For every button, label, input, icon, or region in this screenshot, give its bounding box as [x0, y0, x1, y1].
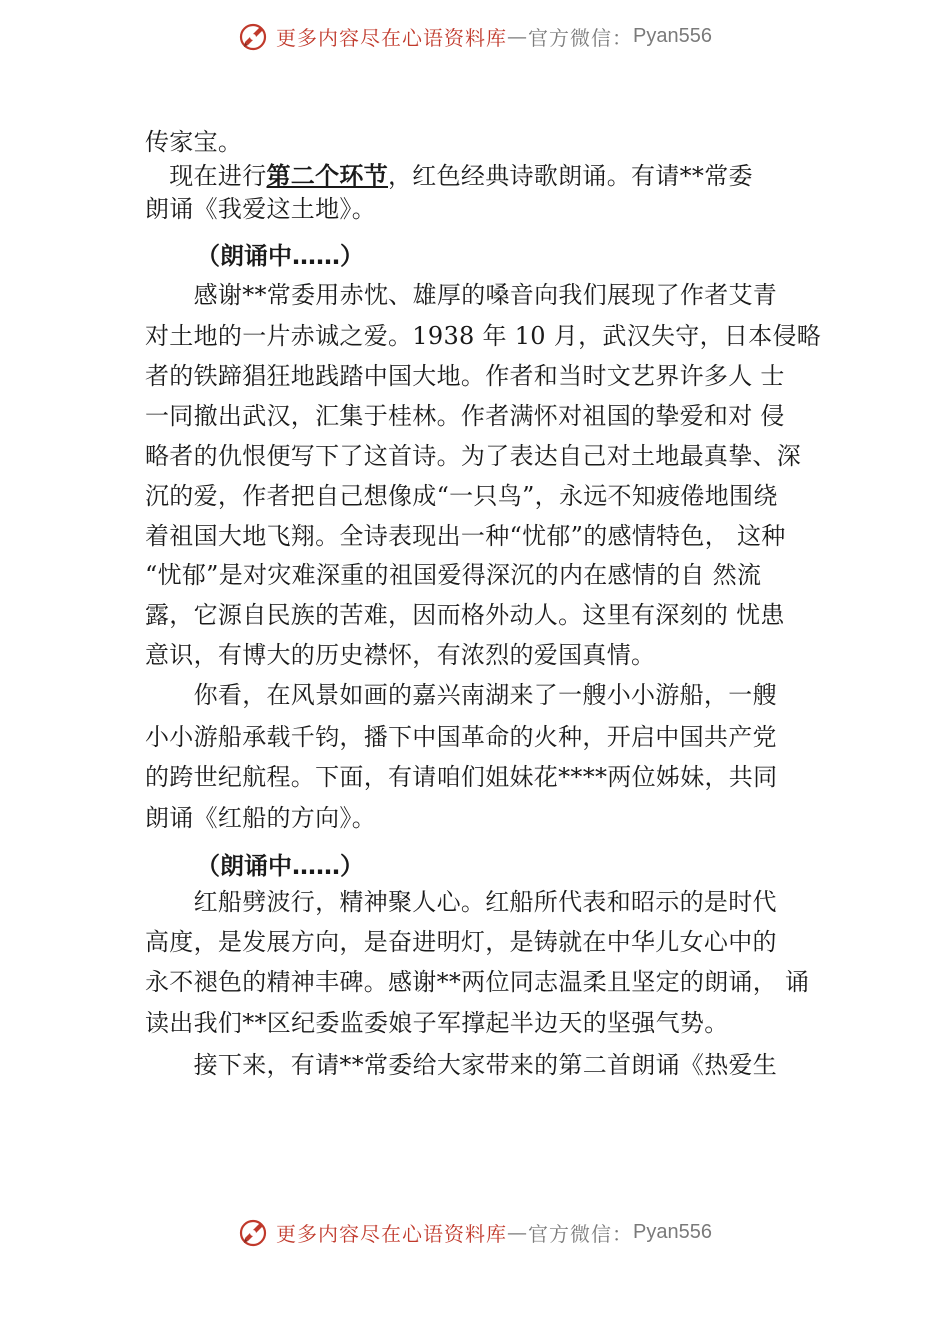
text-line: 一同撤出武汉，汇集于桂林。作者满怀对祖国的挚爱和对 侵: [145, 402, 785, 430]
text-line: 红船劈波行，精神聚人心。红船所代表和昭示的是时代: [145, 888, 777, 916]
text-line: 露，它源自民族的苦难，因而格外动人。这里有深刻的 忧患: [145, 601, 785, 629]
brand-logo-icon: [238, 1216, 270, 1248]
text-line: [145, 161, 753, 191]
text-line: “忧郁”是对灾难深重的祖国爱得深沉的内在感情的自 然流: [145, 561, 762, 589]
text-line: 略者的仇恨便写下了这首诗。为了表达自己对土地最真挚、深: [145, 442, 802, 470]
text-line: 永不褪色的精神丰碑。感谢**两位同志温柔且坚定的朗诵， 诵: [145, 968, 810, 996]
header-banner: [0, 16, 950, 56]
banner-wechat-id: Pyan556: [633, 1220, 712, 1243]
text-line: 传家宝。: [145, 128, 243, 156]
text-line: 感谢**常委用赤忱、雄厚的嗓音向我们展现了作者艾青: [145, 281, 778, 309]
text-line: 你看，在风景如画的嘉兴南湖来了一艘小小游船，一艘: [145, 681, 777, 709]
text-line: 着祖国大地飞翔。全诗表现出一种“忧郁”的感情特色， 这种: [145, 522, 786, 550]
text-line: 小小游船承载千钧，播下中国革命的火种，开启中国共产党: [145, 723, 777, 751]
recitation-heading: （朗诵中……）: [196, 852, 364, 880]
banner-wechat-label: 官方微信：: [528, 25, 634, 50]
banner-dash: —: [507, 1220, 529, 1244]
text-line: 沉的爱，作者把自己想像成“一只鸟”，永远不知疲倦地围绕: [145, 482, 778, 510]
text-line: 朗诵《红船的方向》。: [145, 804, 376, 832]
banner-main-text: 更多内容尽在心语资料库: [276, 25, 508, 50]
text-line: 者的铁蹄猖狂地践踏中国大地。作者和当时文艺界许多人 士: [145, 362, 785, 390]
footer-banner: [0, 1212, 950, 1252]
banner-wechat-id: Pyan556: [633, 24, 712, 47]
banner-main-text: 更多内容尽在心语资料库: [276, 1221, 508, 1246]
text-line: 意识，有博大的历史襟怀，有浓烈的爱国真情。: [145, 641, 656, 669]
text-line: 的跨世纪航程。下面，有请咱们姐妹花****两位姊妹，共同: [145, 763, 778, 791]
section-highlight: 第二个环节: [266, 162, 388, 190]
text-span: 现在进行: [145, 162, 267, 190]
text-span: ，红色经典诗歌朗诵。有请**常委: [388, 162, 753, 190]
banner-dash: —: [507, 24, 529, 48]
recitation-heading: （朗诵中……）: [196, 242, 364, 270]
banner-wechat-label: 官方微信：: [528, 1221, 634, 1246]
text-line: 读出我们**区纪委监委娘子军撑起半边天的坚强气势。: [145, 1009, 729, 1037]
text-line: 朗诵《我爱这土地》。: [145, 195, 376, 223]
text-line: 接下来，有请**常委给大家带来的第二首朗诵《热爱生: [145, 1051, 778, 1079]
brand-logo-icon: [238, 20, 270, 52]
text-line: 高度，是发展方向，是奋进明灯，是铸就在中华儿女心中的: [145, 928, 777, 956]
text-line: 对土地的一片赤诚之爱。1938 年 10 月，武汉失守，日本侵略: [145, 322, 822, 350]
